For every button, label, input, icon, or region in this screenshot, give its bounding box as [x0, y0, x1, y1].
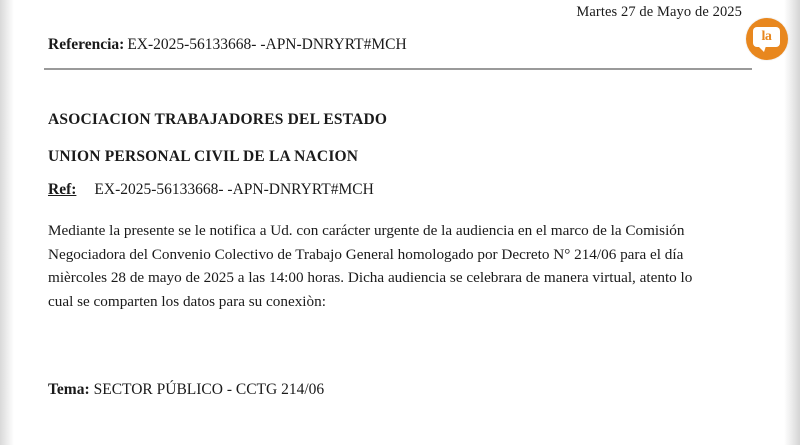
- organization-logo: [746, 18, 788, 60]
- reference-inline-value: EX-2025-56133668- -APN-DNRYRT#MCH: [94, 181, 374, 198]
- reference-inline: [48, 181, 374, 199]
- subject-label: Tema:: [48, 381, 90, 398]
- header-divider: [44, 68, 752, 70]
- reference-header-value: EX-2025-56133668- -APN-DNRYRT#MCH: [127, 36, 407, 53]
- reference-inline-label: Ref:: [48, 181, 77, 198]
- logo-label: la: [761, 29, 772, 44]
- reference-header: [48, 36, 407, 54]
- document-date: Martes 27 de Mayo de 2025: [576, 4, 742, 20]
- body-paragraph: Mediante la presente se le notifica a Ud. con carácter urgente de la audiencia en el marco de la Comisión Negociadora del Convenio Colectivo de Trabajo General homologado por Decreto N° 214/06 para el día mièrcoles 28 de mayo de 2025 a las 14:00 horas. Dicha audiencia se celebrara de manera virtual, atento lo cual se comparten los datos para su conexiòn:: [48, 222, 693, 310]
- organization-name-2: UNION PERSONAL CIVIL DE LA NACION: [48, 148, 359, 165]
- organization-name-1: ASOCIACION TRABAJADORES DEL ESTADO: [48, 111, 388, 128]
- reference-header-label: Referencia:: [48, 36, 125, 53]
- subject-line: [48, 381, 324, 399]
- subject-value: SECTOR PÚBLICO - CCTG 214/06: [93, 381, 325, 398]
